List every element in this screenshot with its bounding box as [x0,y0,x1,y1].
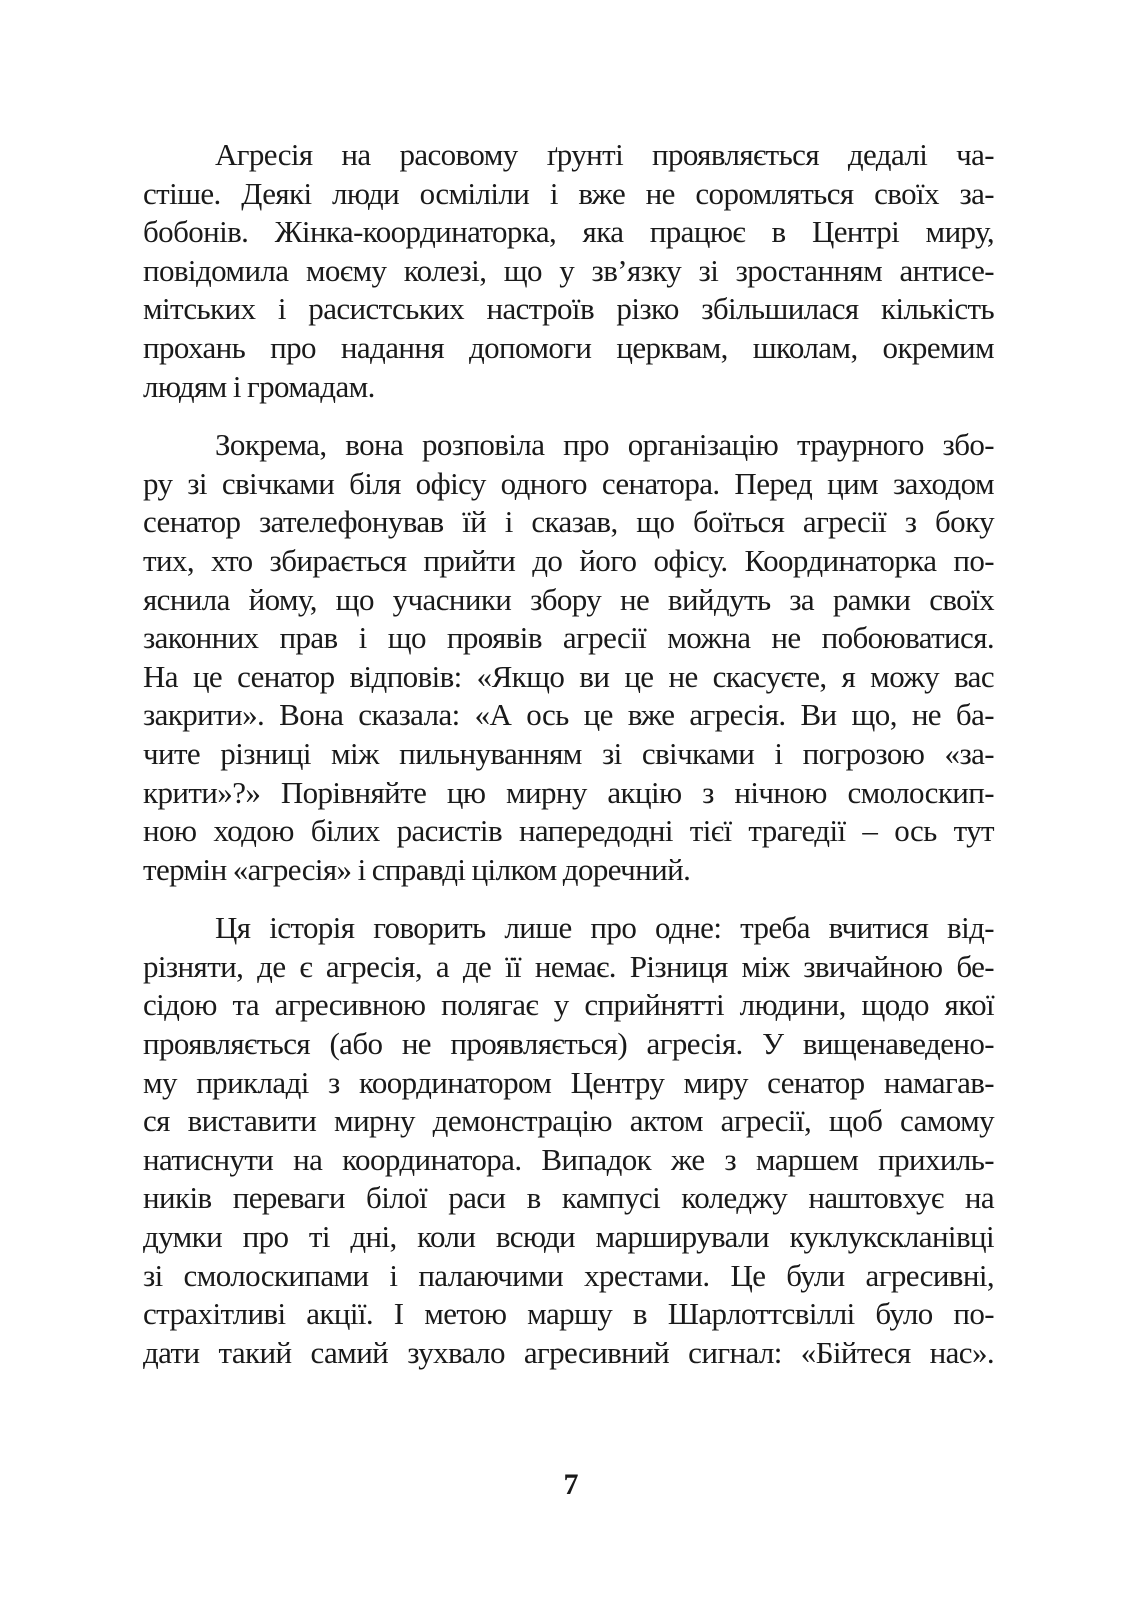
text-line: зі смолоскипами і палаючими хрестами. Це були агресивні, [143,1257,994,1293]
paragraph-3 [143,909,994,1372]
text-line: ся виставити мирну демонстрацію актом агресії, щоб самому [143,1103,994,1139]
text-line: бобонів. Жінка-координаторка, яка працює в Центрі миру, [143,214,994,250]
text-line: тих, хто збирається прийти до його офісу. Координаторка по- [143,542,994,578]
text-line: прохань про надання допомоги церквам, школам, окремим [143,329,994,365]
text-line: ників переваги білої раси в кампусі коледжу наштовхує на [143,1180,994,1216]
text-line: стіше. Деякі люди осміліли і вже не соромляться своїх за- [143,175,994,211]
text-line: сенатор зателефонував їй і сказав, що боїться агресії з боку [143,504,994,540]
text-line: ною ходою білих расистів напередодні тієї трагедії – ось тут [143,813,994,849]
text-line: страхітливі акції. І метою маршу в Шарлоттсвіллі було по- [143,1296,994,1332]
page-body [143,136,994,1392]
text-line: ру зі свічками біля офісу одного сенатора. Перед цим заходом [143,465,994,501]
text-line: На це сенатор відповів: «Якщо ви це не скасуєте, я можу вас [143,658,994,694]
text-line: сідою та агресивною полягає у сприйнятті людини, щодо якої [143,987,994,1023]
text-line: людям і громадам. [143,368,375,404]
text-line: проявляється (або не проявляється) агресія. У вищенаведено- [143,1026,994,1062]
paragraph-1 [143,136,994,406]
text-line: термін «агресія» і справді цілком доречний. [143,851,691,887]
text-line: закрити». Вона сказала: «А ось це вже агресія. Ви що, не ба- [143,697,994,733]
page-number: 7 [563,1468,579,1501]
text-line: му прикладі з координатором Центру миру сенатор намагав- [143,1064,994,1100]
text-line: мітських і расистських настроїв різко збільшилася кількість [143,291,994,327]
text-line: крити»?» Порівняйте цю мирну акцію з нічною смолоскип- [143,774,994,810]
text-line: чите різниці між пильнуванням зі свічками і погрозою «за- [143,735,994,771]
text-line: різняти, де є агресія, а де її немає. Різниця між звичайною бе- [143,948,994,984]
text-line: дати такий самий зухвало агресивний сигнал: «Бійтеся нас». [143,1334,994,1370]
text-line: повідомила моєму колезі, що у зв’язку зі зростанням антисе- [143,252,994,288]
text-line: натиснути на координатора. Випадок же з маршем прихиль- [143,1141,994,1177]
text-line: законних прав і що проявів агресії можна не побоюватися. [143,620,994,656]
paragraph-2 [143,426,994,889]
text-line: Ця історія говорить лише про одне: треба вчитися від- [215,910,994,946]
text-line: думки про ті дні, коли всюди марширували куклукскланівці [143,1219,994,1255]
text-line: Агресія на расовому ґрунті проявляється дедалі ча- [215,137,994,172]
text-line: Зокрема, вона розповіла про організацію траурного збо- [215,427,994,463]
text-line: яснила йому, що учасники збору не вийдуть за рамки своїх [143,581,994,617]
